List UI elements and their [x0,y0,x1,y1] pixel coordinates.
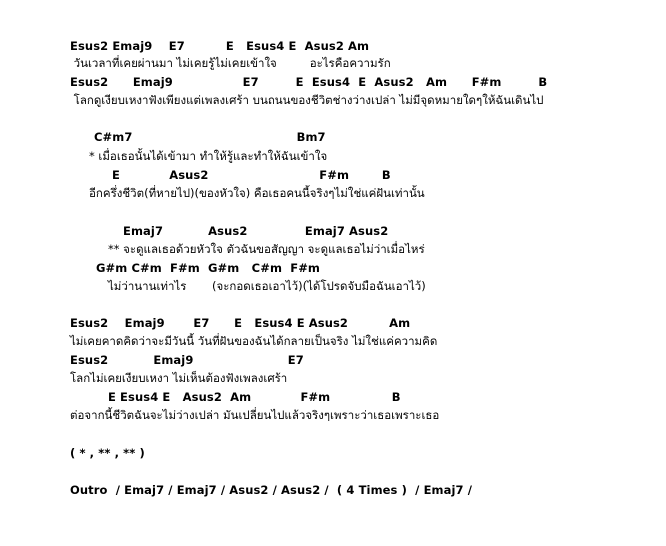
verse1-lyric-line: โลกดูเงียบเหงาฟังเพียงแต่เพลงเศร้า บนถนนของชีวิตช่างว่างเปล่า ไม่มีจุดหมายใดๆให้ฉันเดินไป [70,93,544,107]
repeat-chord-line: ( * , ** , ** ) [70,446,145,460]
chorus1-lyric-line: อีกครึ่งชีวิต(ที่หายไป)(ของหัวใจ) คือเธอคนนี้จริงๆไม่ใช่แค่ฝันเท่านั้น [89,186,425,200]
verse2-lyric-line: ไม่เคยคาดคิดว่าจะมีวันนี้ วันที่ฝันของฉันได้กลายเป็นจริง ไม่ใช่แค่ความคิด [70,334,438,348]
chorus2-chord-line: Emaj7 Asus2 Emaj7 Asus2 [123,224,389,238]
chorus1-chord-line: E Asus2 F#m B [112,168,391,182]
chorus2-lyric-line: ไม่ว่านานเท่าไร (จะกอดเธอเอาไว้)(ได้โปรดจับมือฉันเอาไว้) [108,279,426,293]
verse2-lyric-line: โลกไม่เคยเงียบเหงา ไม่เห็นต้องฟังเพลงเศร้า [70,371,288,385]
chorus1-chord-line: C#m7 Bm7 [94,130,326,144]
chorus1-lyric-line: * เมื่อเธอนั้นได้เข้ามา ทำให้รู้และทำให้ฉันเข้าใจ [89,149,328,163]
verse2-chord-line: Esus2 Emaj9 E7 E Esus4 E Asus2 Am [70,316,411,330]
chorus2-chord-line: G#m C#m F#m G#m C#m F#m [96,261,321,275]
verse1-lyric-line: วันเวลาที่เคยผ่านมา ไม่เคยรู้ไม่เคยเข้าใจ อะไรคือความรัก [70,56,391,70]
outro-chord-line: Outro / Emaj7 / Emaj7 / Asus2 / Asus2 / ( 4 Times ) / Emaj7 / [70,483,473,497]
verse2-lyric-line: ต่อจากนี้ชีวิตฉันจะไม่ว่างเปล่า มันเปลี่ยนไปแล้วจริงๆเพราะว่าเธอเพราะเธอ [70,408,440,422]
verse2-chord-line: E Esus4 E Asus2 Am F#m B [108,390,401,404]
verse1-chord-line: Esus2 Emaj9 E7 E Esus4 E Asus2 Am F#m B [70,75,548,89]
verse1-chord-line: Esus2 Emaj9 E7 E Esus4 E Asus2 Am [70,39,370,53]
verse2-chord-line: Esus2 Emaj9 E7 [70,353,304,367]
chorus2-lyric-line: ** จะดูแลเธอด้วยหัวใจ ตัวฉันขอสัญญา จะดูแลเธอไม่ว่าเมื่อไหร่ [108,242,425,256]
